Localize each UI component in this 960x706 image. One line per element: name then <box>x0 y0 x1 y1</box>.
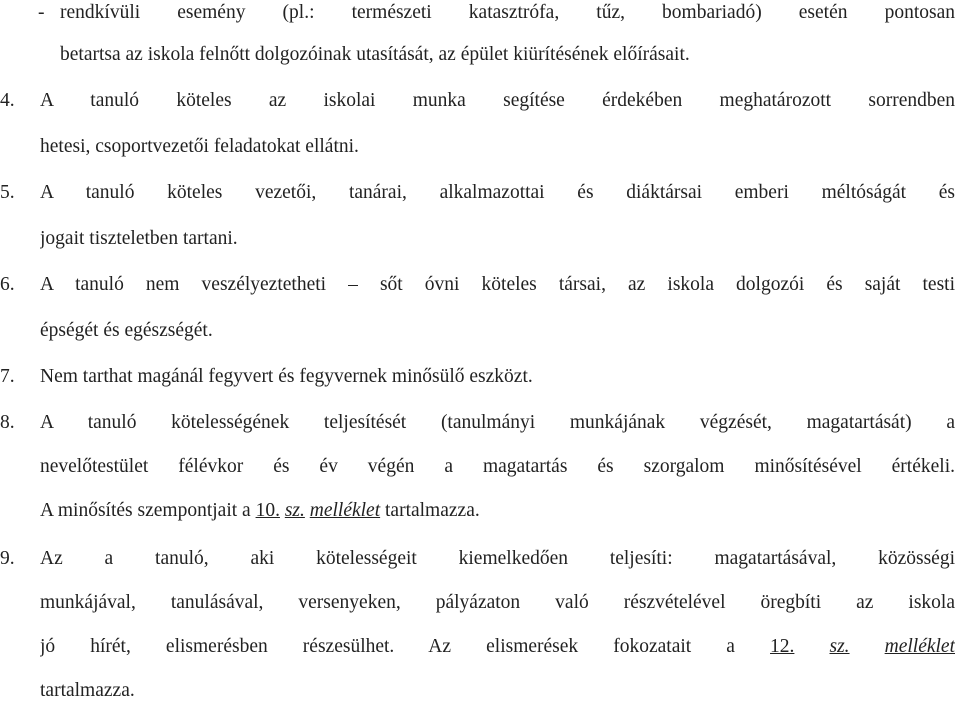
reference-line <box>40 632 955 662</box>
text-line: A tanuló köteles az iskolai munka segítése érdekében meghatározott sorrendben <box>40 90 955 111</box>
text-line: Nem tarthat magánál fegyvert és fegyvernek minősülő eszközt. <box>40 366 533 387</box>
text-line: betartsa az iskola felnőtt dolgozóinak utasítását, az épület kiürítésének előírásait. <box>60 44 690 65</box>
text-line: Az a tanuló, aki kötelességeit kiemelkedően teljesíti: magatartásával, közösségi <box>40 548 955 569</box>
text-line: nevelőtestület félévkor és év végén a magatartás és szorgalom minősítésével értékeli. <box>40 456 955 477</box>
text-line: hetesi, csoportvezetői feladatokat ellátni. <box>40 136 359 157</box>
appendix-link[interactable]: melléklet <box>309 500 381 521</box>
reference-suffix: tartalmazza. <box>385 500 480 521</box>
appendix-link[interactable]: melléklet <box>884 636 955 657</box>
text-line: A tanuló kötelességének teljesítését (tanulmányi munkájának végzését, magatartását) a <box>40 412 955 433</box>
list-number: 9. <box>0 548 15 569</box>
text-line: jogait tiszteletben tartani. <box>40 228 238 249</box>
text-line: rendkívüli esemény (pl.: természeti katasztrófa, tűz, bombariadó) esetén pontosan <box>60 2 955 23</box>
text-line: A tanuló köteles vezetői, tanárai, alkalmazottai és diáktársai emberi méltóságát és <box>40 182 955 203</box>
reference-prefix: jó hírét, elismerésben részesülhet. Az elismerések fokozatait a <box>40 636 735 657</box>
list-bullet: - <box>38 2 45 23</box>
text-line: épségét és egészségét. <box>40 320 213 341</box>
appendix-number: 10. <box>255 500 280 521</box>
list-number: 5. <box>0 182 15 203</box>
list-number: 4. <box>0 90 15 111</box>
text-line: munkájával, tanulásával, versenyeken, pályázaton való részvételével öregbíti az iskola <box>40 592 955 613</box>
list-number: 8. <box>0 412 15 433</box>
appendix-number: 12. <box>770 636 795 657</box>
appendix-abbr: sz. <box>829 636 850 657</box>
list-number: 7. <box>0 366 15 387</box>
reference-prefix: A minősítés szempontjait a <box>40 500 251 521</box>
appendix-abbr: sz. <box>284 500 305 521</box>
reference-line <box>40 496 955 526</box>
text-line: A tanuló nem veszélyeztetheti – sőt óvni köteles társai, az iskola dolgozói és saját testi <box>40 274 955 295</box>
text-line: tartalmazza. <box>40 680 135 701</box>
list-number: 6. <box>0 274 15 295</box>
